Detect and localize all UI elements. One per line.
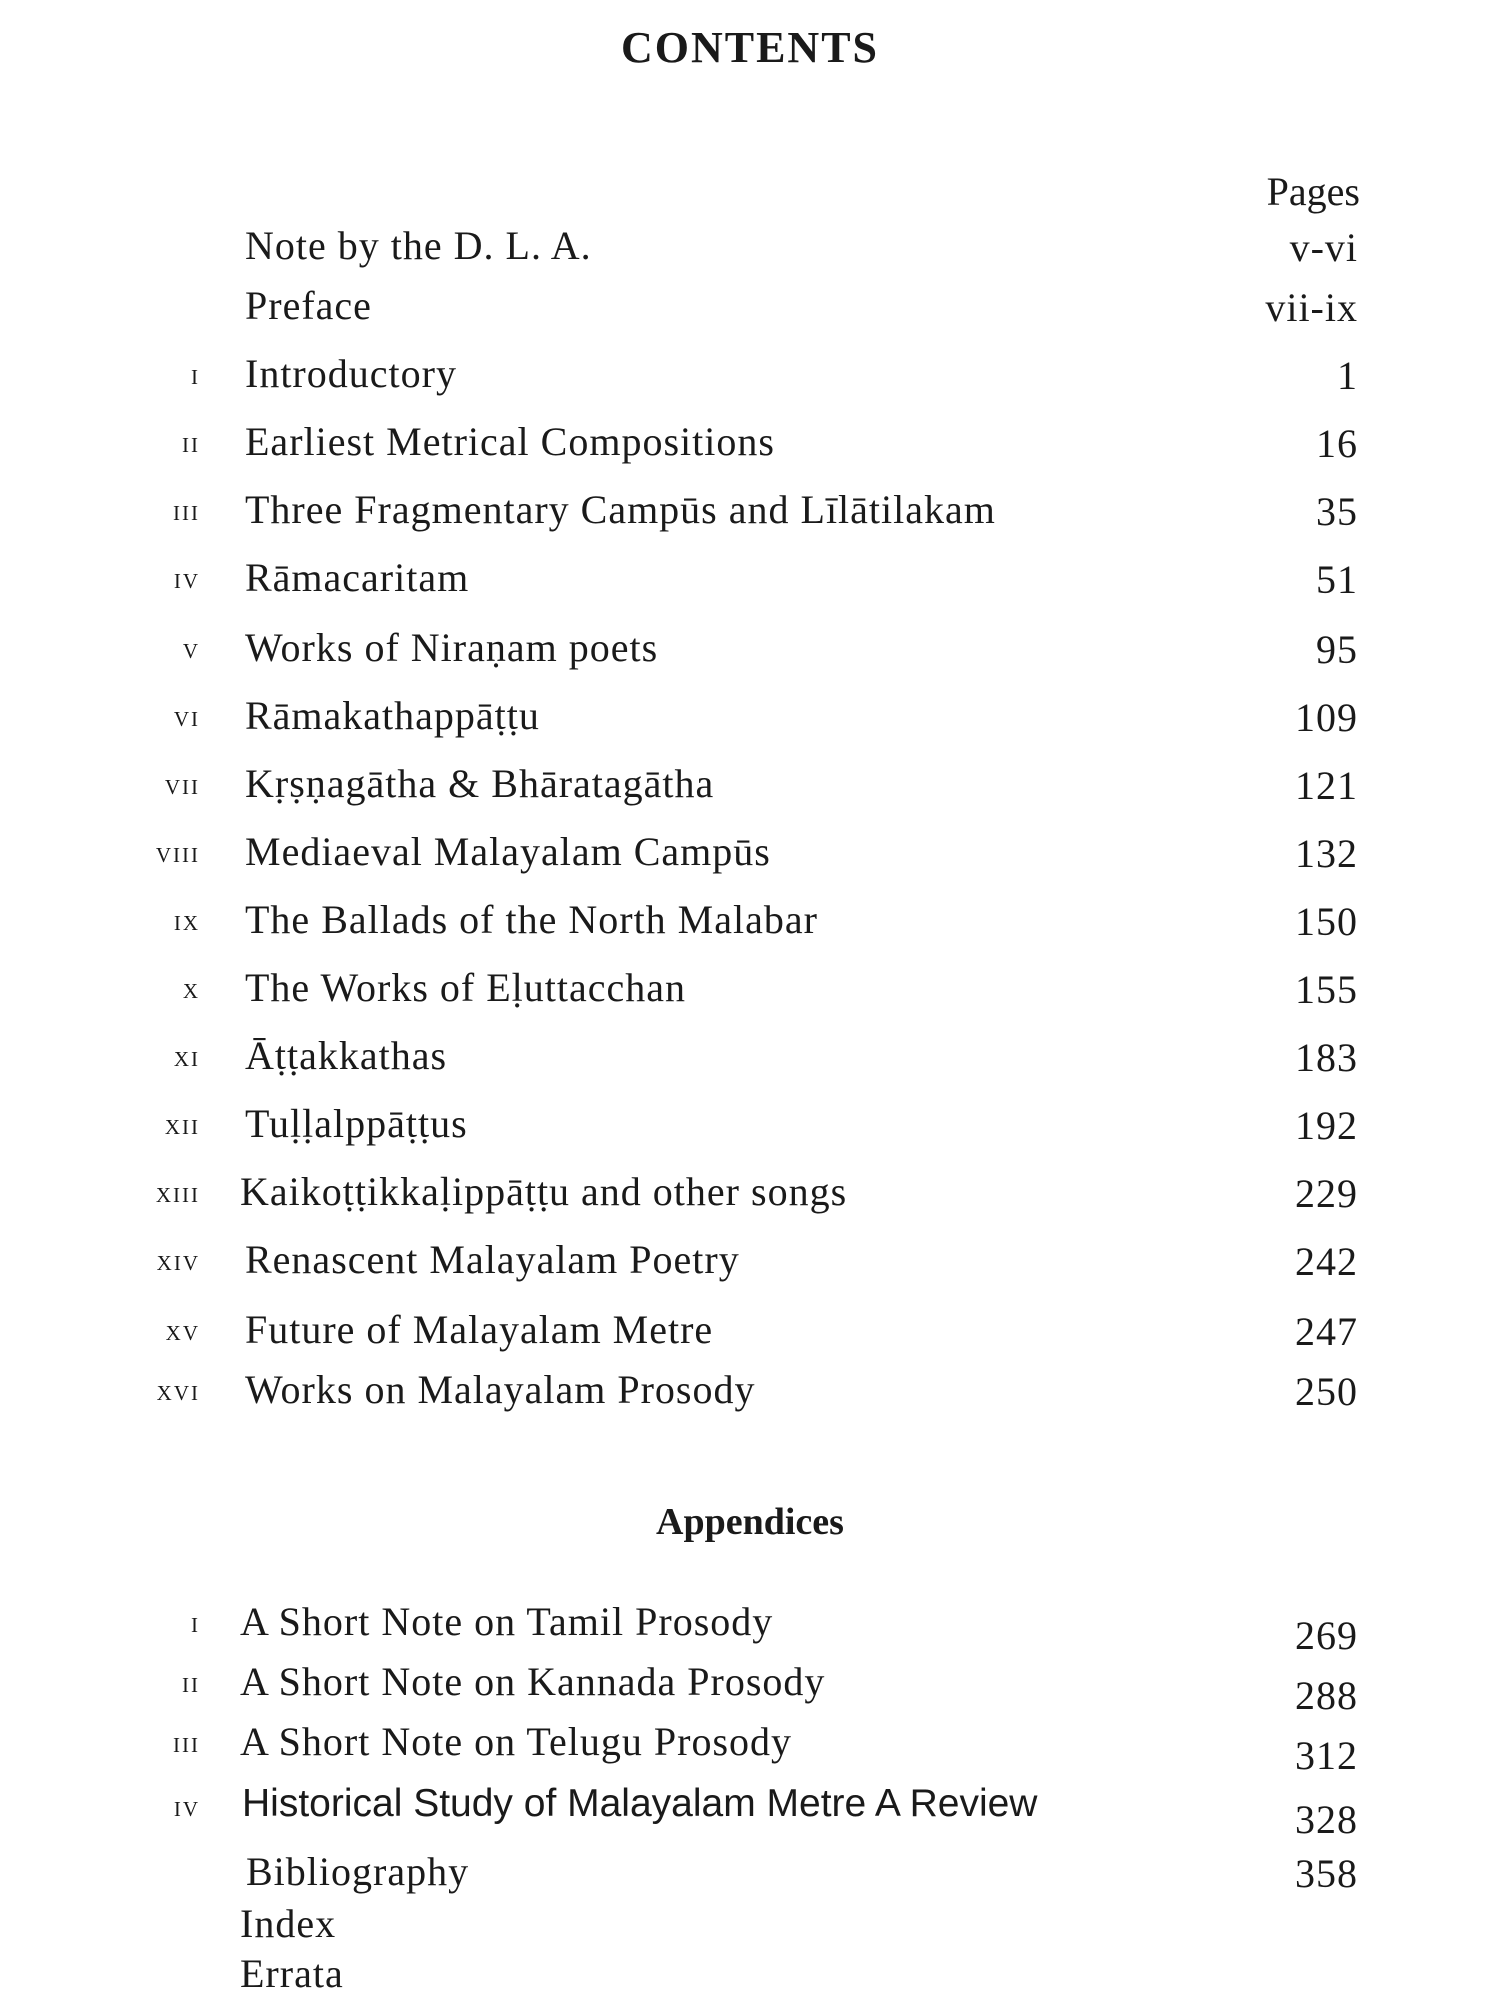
- entry-page: 51: [1316, 557, 1358, 602]
- entry-page: 328: [1295, 1797, 1358, 1842]
- entry-label: Note by the D. L. A.: [245, 223, 592, 268]
- toc-entry-chapter-7[interactable]: [0, 760, 1500, 816]
- chapter-number: xi: [173, 1040, 200, 1073]
- chapter-number: ii: [182, 426, 200, 459]
- entry-page: 155: [1295, 967, 1358, 1012]
- entry-label: Rāmacaritam: [245, 555, 470, 600]
- entry-page: 269: [1295, 1613, 1358, 1658]
- chapter-number: vii: [164, 768, 200, 801]
- entry-page: vii-ix: [1265, 285, 1358, 330]
- toc-entry-preface[interactable]: [0, 282, 1500, 338]
- entry-page: 242: [1295, 1239, 1358, 1284]
- toc-entry-chapter-5[interactable]: [0, 624, 1500, 680]
- toc-entry-chapter-15[interactable]: [0, 1306, 1500, 1362]
- toc-entry-chapter-1[interactable]: [0, 350, 1500, 406]
- chapter-number: xiii: [155, 1176, 200, 1209]
- toc-entry-chapter-3[interactable]: [0, 486, 1500, 542]
- chapter-number: xii: [164, 1108, 200, 1141]
- appendix-number: iv: [173, 1790, 200, 1823]
- entry-page: 229: [1295, 1171, 1358, 1216]
- entry-label: The Ballads of the North Malabar: [245, 897, 818, 942]
- entry-label: The Works of Eḷuttacchan: [245, 965, 687, 1010]
- entry-label: Index: [240, 1901, 337, 1946]
- entry-label: Rāmakathappāṭṭu: [245, 693, 540, 738]
- entry-label: Three Fragmentary Campūs and Līlātilakam: [245, 487, 996, 532]
- chapter-number: xiv: [156, 1244, 200, 1277]
- toc-entry-chapter-13[interactable]: [0, 1168, 1500, 1224]
- toc-entry-bibliography[interactable]: [0, 1848, 1500, 1904]
- toc-entry-note[interactable]: [0, 222, 1500, 278]
- entry-page: 192: [1295, 1103, 1358, 1148]
- toc-entry-chapter-2[interactable]: [0, 418, 1500, 474]
- entry-page: 16: [1316, 421, 1358, 466]
- entry-label: Preface: [245, 283, 372, 328]
- toc-entry-errata[interactable]: [0, 1950, 1500, 2006]
- toc-entry-chapter-8[interactable]: [0, 828, 1500, 884]
- entry-label: A Short Note on Tamil Prosody: [240, 1599, 774, 1644]
- entry-page: 250: [1295, 1369, 1358, 1414]
- chapter-number: x: [182, 972, 200, 1005]
- chapter-number: ix: [173, 904, 200, 937]
- page-title: CONTENTS: [620, 23, 880, 72]
- toc-entry-chapter-12[interactable]: [0, 1100, 1500, 1156]
- entry-label: Kṛṣṇagātha & Bhāratagātha: [245, 761, 715, 806]
- entry-label: Tuḷḷalppāṭṭus: [245, 1101, 468, 1146]
- entry-page: 247: [1295, 1309, 1358, 1354]
- chapter-number: iii: [173, 494, 200, 527]
- toc-entry-appendix-1[interactable]: [0, 1598, 1500, 1658]
- entry-label: Works on Malayalam Prosody: [245, 1367, 756, 1412]
- entry-page: 132: [1295, 831, 1358, 876]
- toc-entry-appendix-4[interactable]: [0, 1782, 1500, 1842]
- entry-page: 109: [1295, 695, 1358, 740]
- entry-page: 1: [1337, 353, 1358, 398]
- appendix-number: i: [191, 1606, 200, 1639]
- entry-label: Renascent Malayalam Poetry: [245, 1237, 740, 1282]
- entry-label: Mediaeval Malayalam Campūs: [245, 829, 771, 874]
- pages-column-header: Pages: [1266, 169, 1360, 214]
- entry-label: Works of Niraṇam poets: [245, 625, 659, 670]
- entry-page: 288: [1295, 1673, 1358, 1718]
- toc-entry-chapter-10[interactable]: [0, 964, 1500, 1020]
- entry-label: Errata: [240, 1951, 344, 1996]
- entry-label: Āṭṭakkathas: [245, 1033, 448, 1078]
- toc-entry-chapter-9[interactable]: [0, 896, 1500, 952]
- chapter-number: vi: [173, 700, 200, 733]
- entry-label: Historical Study of Malayalam Metre A Review: [242, 1782, 1038, 1825]
- chapter-number: viii: [155, 836, 200, 869]
- toc-entry-chapter-14[interactable]: [0, 1236, 1500, 1292]
- appendices-heading: Appendices: [656, 1501, 844, 1543]
- entry-page: 150: [1295, 899, 1358, 944]
- toc-entry-chapter-4[interactable]: [0, 554, 1500, 610]
- toc-entry-chapter-11[interactable]: [0, 1032, 1500, 1088]
- entry-label: A Short Note on Telugu Prosody: [240, 1719, 793, 1764]
- toc-entry-chapter-16[interactable]: [0, 1366, 1500, 1422]
- entry-page: v-vi: [1289, 225, 1358, 270]
- appendix-number: ii: [182, 1666, 200, 1699]
- chapter-number: iv: [173, 562, 200, 595]
- appendix-number: iii: [173, 1726, 200, 1759]
- chapter-number: i: [191, 358, 200, 391]
- entry-page: 358: [1295, 1851, 1358, 1896]
- entry-page: 312: [1295, 1733, 1358, 1778]
- entry-label: Future of Malayalam Metre: [245, 1307, 714, 1352]
- toc-entry-appendix-3[interactable]: [0, 1718, 1500, 1778]
- entry-label: Bibliography: [246, 1849, 470, 1894]
- entry-label: Earliest Metrical Compositions: [245, 419, 775, 464]
- entry-label: Introductory: [245, 351, 457, 396]
- entry-label: Kaikoṭṭikkaḷippāṭṭu and other songs: [240, 1169, 848, 1214]
- entry-page: 95: [1316, 627, 1358, 672]
- entry-page: 35: [1316, 489, 1358, 534]
- toc-entry-chapter-6[interactable]: [0, 692, 1500, 748]
- chapter-number: xv: [165, 1314, 200, 1347]
- toc-entry-index[interactable]: [0, 1900, 1500, 1956]
- entry-page: 121: [1295, 763, 1358, 808]
- entry-page: 183: [1295, 1035, 1358, 1080]
- entry-label: A Short Note on Kannada Prosody: [240, 1659, 826, 1704]
- toc-entry-appendix-2[interactable]: [0, 1658, 1500, 1718]
- chapter-number: v: [182, 632, 200, 665]
- chapter-number: xvi: [156, 1374, 200, 1407]
